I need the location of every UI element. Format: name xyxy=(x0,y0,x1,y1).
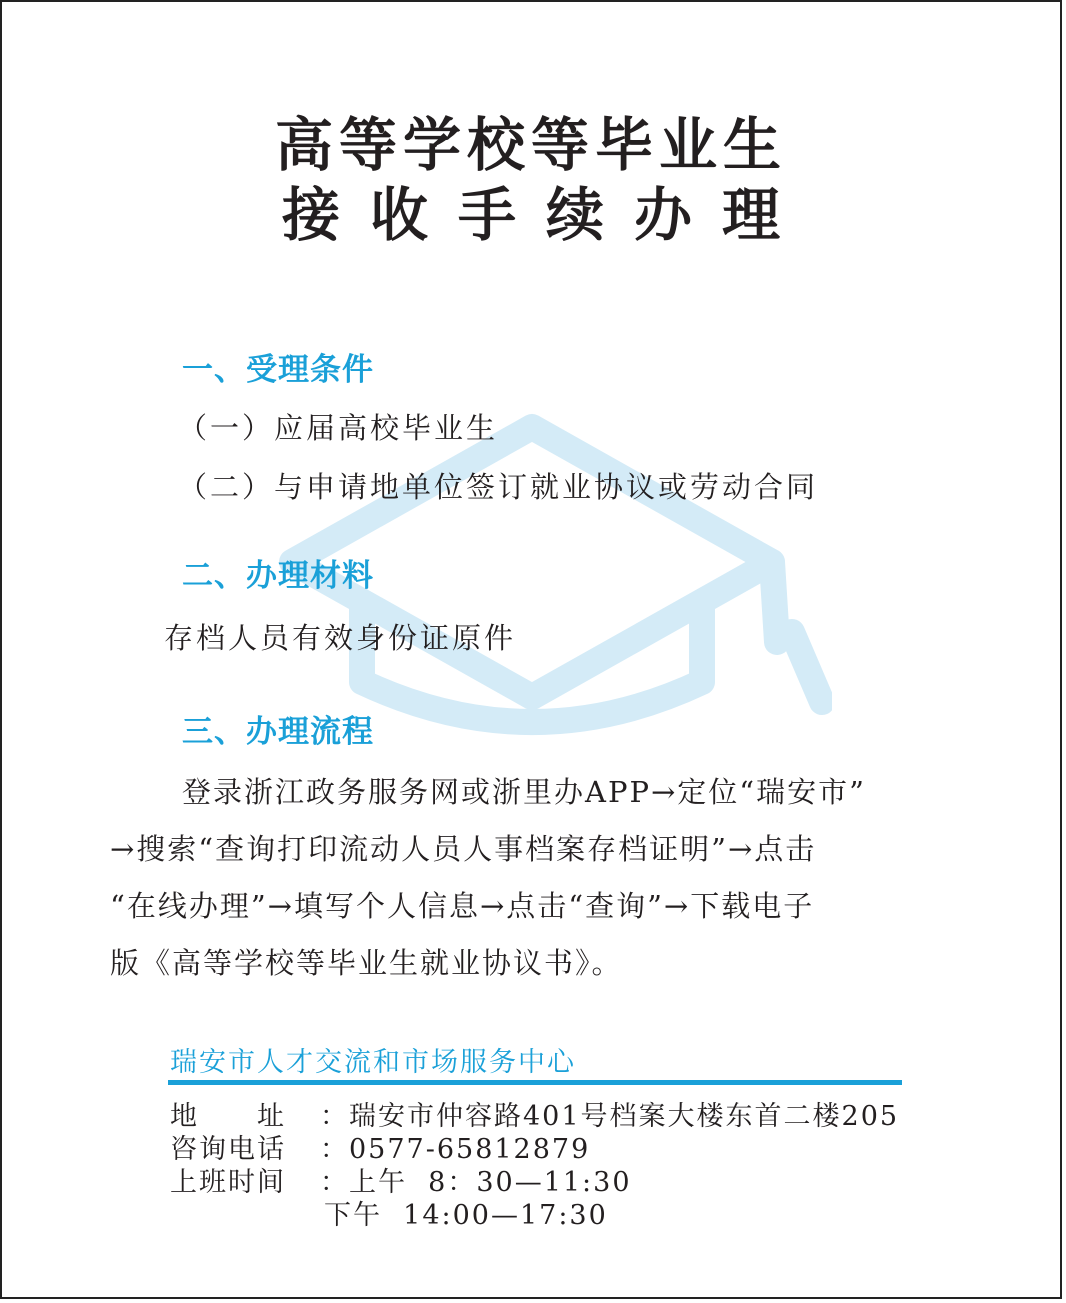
process-line-2: →搜索“查询打印流动人员人事档案存档证明”→点击 xyxy=(110,832,817,866)
section-heading-materials: 二、办理材料 xyxy=(182,558,374,594)
hours-pm-value: 下午 14:00—17:30 xyxy=(324,1200,608,1231)
section-heading-process: 三、办理流程 xyxy=(182,714,374,750)
hours-pm-row xyxy=(324,1199,608,1232)
phone-colon: ： xyxy=(320,1134,349,1165)
process-line-1: 登录浙江政务服务网或浙里办APP→定位“瑞安市” xyxy=(182,775,866,809)
address-colon: ： xyxy=(320,1101,349,1132)
hours-am-value: 上午 8：30—11:30 xyxy=(349,1167,632,1198)
phone-label: 咨询电话 xyxy=(170,1134,286,1165)
title-line-2: 接收手续办理 xyxy=(281,181,810,249)
process-line-3: “在线办理”→填写个人信息→点击“查询”→下载电子 xyxy=(110,889,815,923)
address-row xyxy=(170,1100,899,1133)
condition-item-1: （一）应届高校毕业生 xyxy=(178,411,499,445)
material-item-1: 存档人员有效身份证原件 xyxy=(164,621,517,655)
process-paragraph xyxy=(110,764,956,992)
hours-colon: ： xyxy=(320,1167,349,1198)
document-title xyxy=(2,110,1060,250)
phone-row xyxy=(170,1133,590,1166)
footer-organization: 瑞安市人才交流和市场服务中心 xyxy=(170,1047,576,1078)
phone-value: 0577-65812879 xyxy=(349,1134,591,1165)
address-value: 瑞安市仲容路401号档案大楼东首二楼205 xyxy=(349,1101,900,1132)
process-line-4: 版《高等学校等毕业生就业协议书》。 xyxy=(110,946,623,980)
footer-divider xyxy=(168,1080,902,1085)
section-heading-conditions: 一、受理条件 xyxy=(182,352,374,388)
title-line-1: 高等学校等毕业生 xyxy=(274,111,787,179)
address-label: 地 址 xyxy=(170,1101,286,1132)
condition-item-2: （二）与申请地单位签订就业协议或劳动合同 xyxy=(178,470,819,504)
hours-label: 上班时间 xyxy=(170,1167,286,1198)
hours-row xyxy=(170,1166,632,1199)
